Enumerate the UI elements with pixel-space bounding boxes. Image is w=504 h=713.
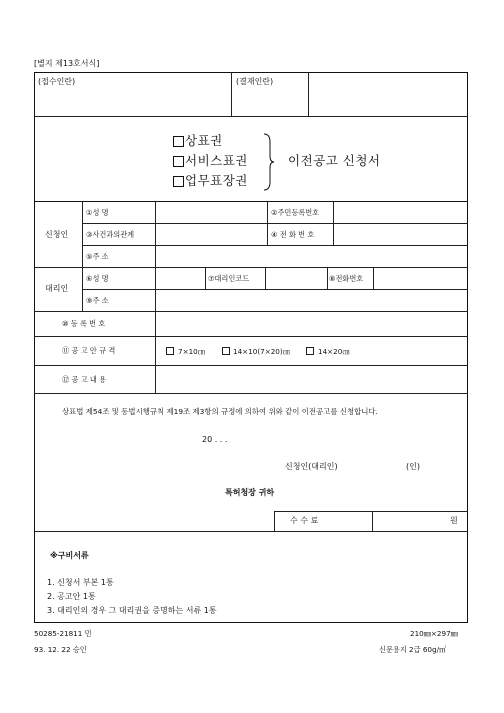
fee-label: 수 수 료 — [290, 516, 319, 525]
footer-form-code: 50285-21811 민 — [34, 629, 92, 638]
agent-address-label: ⑨주 소 — [86, 296, 109, 305]
applicant-relation-label: ③사건과의관계 — [86, 230, 135, 239]
applicant-phone-field[interactable] — [334, 224, 466, 245]
notice-content-field[interactable] — [156, 366, 466, 393]
checkbox-trademark[interactable] — [173, 136, 184, 147]
signer-label: 신청인(대리인) — [285, 462, 338, 471]
notice-size-label: ⑪ 공 고 안 규 격 — [62, 346, 116, 355]
documents-heading: ※구비서류 — [50, 551, 89, 560]
fee-amount-field[interactable] — [373, 512, 447, 531]
notice-content-label: ⑫ 공 고 내 용 — [62, 375, 107, 384]
agent-name-label: ⑥성 명 — [86, 274, 109, 283]
approval-stamp-label: (결재인란) — [236, 77, 274, 86]
date-line[interactable]: 20 . . . — [202, 435, 228, 444]
title-option-service-mark: 서비스표권 — [185, 153, 248, 168]
agent-code-label: ⑦대리인코드 — [208, 274, 250, 283]
applicant-id-label: ②주민등록번호 — [271, 208, 320, 217]
agent-phone-label: ⑧전화번호 — [329, 274, 364, 283]
agent-code-field[interactable] — [266, 268, 326, 289]
agent-address-field[interactable] — [156, 290, 466, 311]
registration-number-label: ⑩ 등 록 번 호 — [62, 319, 106, 328]
form-number: [별지 제13호서식] — [34, 59, 100, 68]
size-option-3-checkbox[interactable] — [306, 347, 314, 355]
size-option-3-label: 14×20㎝ — [318, 347, 350, 356]
applicant-address-label: ⑤주 소 — [86, 252, 109, 261]
receipt-stamp-label: (접수인란) — [38, 77, 76, 86]
addressee: 특허청장 귀하 — [225, 488, 275, 497]
applicant-id-field[interactable] — [334, 202, 466, 223]
size-option-2-label: 14×10(7×20)㎝ — [233, 347, 290, 356]
document-item-2: 2. 공고안 1통 — [47, 592, 96, 601]
agent-name-field[interactable] — [156, 268, 204, 289]
title-option-trademark: 상표권 — [185, 133, 223, 148]
applicant-phone-label: ④ 전 화 번 호 — [271, 230, 315, 239]
document-item-3: 3. 대리인의 경우 그 대리권을 증명하는 서류 1통 — [47, 606, 217, 615]
applicant-address-field[interactable] — [156, 246, 466, 267]
size-option-1-label: 7×10㎝ — [178, 347, 205, 356]
declaration-text: 상표법 제54조 및 동법시행규칙 제19조 제3항의 규정에 의하여 위와 같이 이전공고를 신청합니다. — [62, 407, 378, 416]
title-option-business-mark: 업무표장권 — [185, 173, 248, 188]
checkbox-business-mark[interactable] — [173, 176, 184, 187]
document-item-1: 1. 신청서 부본 1통 — [47, 578, 114, 587]
footer-approval-date: 93. 12. 22 승인 — [34, 645, 87, 654]
registration-number-field[interactable] — [156, 312, 466, 336]
applicant-name-label: ①성 명 — [86, 208, 109, 217]
applicant-name-field[interactable] — [156, 202, 266, 223]
applicant-relation-field[interactable] — [156, 224, 266, 245]
size-option-2-checkbox[interactable] — [222, 347, 230, 355]
checkbox-service-mark[interactable] — [173, 156, 184, 167]
footer-paper-type: 신문용지 2급 60g/㎡ — [379, 645, 447, 654]
applicant-section-label: 신청인 — [45, 230, 69, 239]
fee-unit: 원 — [450, 516, 458, 525]
size-option-1-checkbox[interactable] — [166, 347, 174, 355]
seal-mark: (인) — [406, 462, 420, 471]
agent-section-label: 대리인 — [45, 284, 69, 293]
agent-phone-field[interactable] — [374, 268, 466, 289]
form-title: 이전공고 신청서 — [288, 153, 381, 168]
brace-icon — [262, 132, 276, 192]
footer-paper-size: 210㎜×297㎜ — [410, 629, 458, 638]
